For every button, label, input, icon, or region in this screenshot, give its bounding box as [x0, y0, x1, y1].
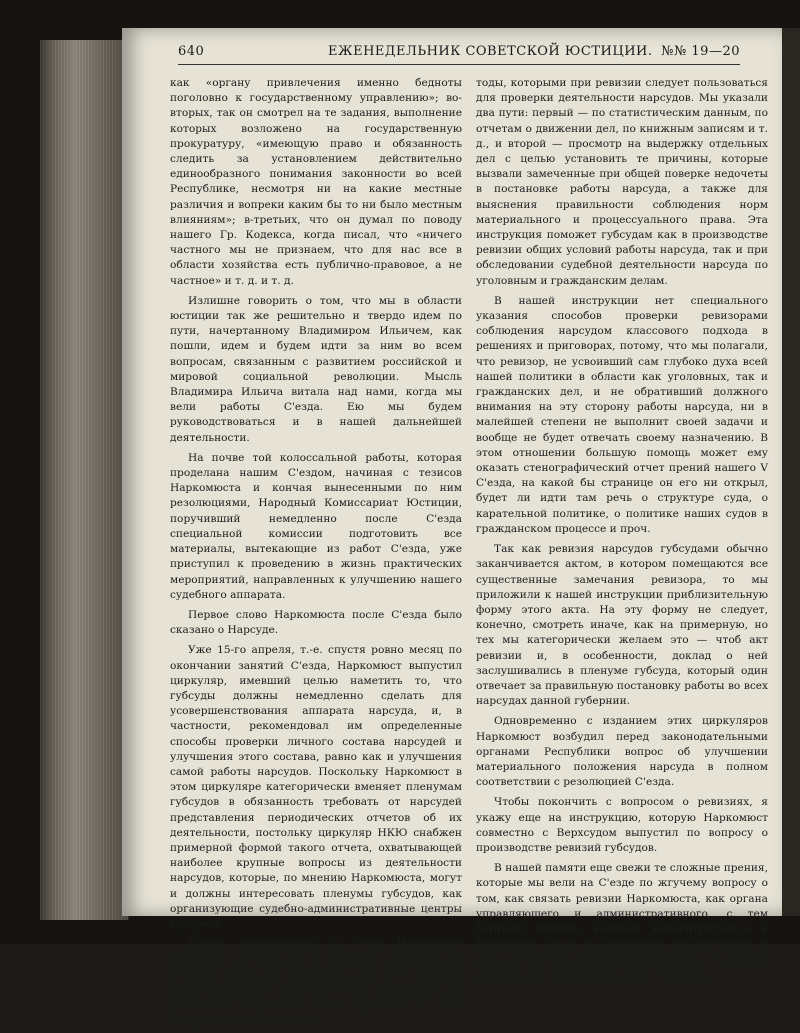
page-right-edge: [782, 28, 800, 916]
paragraph: На почве той колоссальной работы, которая проделана нашим С'ездом, начиная с тезисов Наркомюста и кончая вынесенными по ним резолюциями, Народный Комиссариат Юстиции, поручивший немедленно после С'езда специальной комиссии подготовить все материалы, вытекающие из работ С'езда, уже приступил к проведению в жизнь практических мероприятий, направленных к улучшению нашего судебного аппарата.: [170, 451, 462, 601]
paragraph: тоды, которыми при ревизии следует пользоваться для проверки деятельности нарсудов. Мы указали два пути: первый — по статистическим данным, по отчетам о движении дел, по книжным записям и т. д., и второй — просмотр на выдержку отдельных дел с целью установить те причины, которые вызвали замеченные при общей поверке недочеты в постановке работы нарсуда, а также для выяснения правильности соблюдения норм материального и процессуального права. Эта инструкция поможет губсудам как в производстве ревизии общих условий работы нарсуда, так и при обследовании судебной деятельности нарсуда по уголовным и гражданским делам.: [476, 77, 768, 287]
issue-number: №№ 19—20: [661, 44, 740, 59]
book-page: [122, 28, 782, 1027]
paragraph: В нашей инструкции нет специального указания способов проверки ревизорами соблюдения нарсудом классового подхода в решениях и приговорах, потому, что мы полагали, что ревизор, не усвоивший сам глубоко духа всей нашей политики в области как уголовных, так и гражданских дел, и не обративший должного внимания на эту сторону работы нарсуда, ни в малейшей степени не выполнит своей задачи и вообще не будет отвечать своему назначению. В этом отношении большую помощь может ему оказать стенографический отчет прений нашего V С'езда, на какой бы странице он его ни открыл, будет ли идти там речь о структуре суда, о карательной политике, о политике наших судов в гражданском процессе и проч.: [476, 294, 768, 535]
paragraph: Чтобы покончить с вопросом о ревизиях, я укажу еще на инструкцию, которую Наркомюст совместно с Верхсудом выпустил по вопросу о производстве ревизий губсудов.: [476, 796, 768, 854]
right-column: [476, 76, 768, 988]
paragraph: Первое слово Наркомюста после С'езда было сказано о Нарсуде.: [170, 608, 462, 637]
paragraph: Одновременно с изданием этих циркуляров Наркомюст возбудил перед законодательными органами Республики вопрос об улучшении материального положения нарсуда в полном соответствии с резолюцией С'езда.: [476, 715, 768, 789]
paragraph: Уже 15-го апреля, т.-е. спустя ровно месяц по окончании занятий С'езда, Наркомюст выпустил циркуляр, имевший целью наметить то, что губсуды должны немедленно сделать для усовершенствования аппарата нарсуда, и, в частности, рекомендовал им определенные способы проверки личного состава нарсудей и улучшения этого состава, равно как и улучшения самой работы нарсудов. Поскольку Наркомюст в этом циркуляре категорически вменяет пленумам губсудов в обязанность требовать от нарсудей представления периодических отчетов об их деятельности, постольку циркуляр НКЮ снабжен примерной формой такого отчета, охватывающей наиболее крупные вопросы из деятельности нарсудов, которые, по мнению Наркомюста, могут и должны интересовать пленумы губсудов, как организующие судебно-административные центры губернии.: [170, 644, 462, 930]
paragraph: как «органу привлечения именно бедноты поголовно к государственному управлению»; во-вторых, так он смотрел на те задания, выполнение которых возложено на государственную прокуратуру, «имеющую право и обязанность следить за установлением действительно единообразного понимания законности во всей Республике, несмотря ни на какие местные различия и вопреки каким бы то ни было местным влияниям»; в-третьих, что он думал по поводу нашего Гр. Кодекса, когда писал, что «ничего частного мы не признаем, что для нас все в области хозяйства есть публично-правовое, а не частное» и т. д. и т. д.: [170, 77, 462, 287]
journal-title: ЕЖЕНЕДЕЛЬНИК СОВЕТСКОЙ ЮСТИЦИИ.: [328, 44, 653, 59]
paragraph: Почти одновременно с этим Наркомюст выпустил инструкцию о порядке производства ревизий нарсудов губсудами. Мы все помним, какое громадное значение С'езд придавал этим ревизиям. Наркомюст счел нужным в этой инструкции указать те ме-: [170, 938, 462, 1027]
running-header: [178, 44, 740, 65]
left-column: [170, 76, 462, 1033]
paragraph: В нашей памяти еще свежи те сложные прения, которые мы вели на С'езде по жгучему вопросу о том, как связать ревизии Наркомюста, как органа управляющего и административного, с тем богатым опытом, который концентрируется в Верховном Суде на основании рассмотрения в порядке кассационного обжалования и в порядке надзора приговоров и решений губсудов.: [476, 862, 768, 981]
spine-page-edges: [40, 40, 128, 920]
paragraph: Так как ревизия нарсудов губсудами обычно заканчивается актом, в котором помещаются все существенные замечания ревизора, то мы приложили к нашей инструкции приблизительную форму этого акта. На эту форму не следует, конечно, смотреть иначе, как на примерную, но тех мы категорически желаем это — чтоб акт ревизии и, в особенности, доклад о ней заслушивались в пленуме губсуда, который один отвечает за правильную постановку работы во всех нарсудах данной губернии.: [476, 543, 768, 708]
page-number: 640: [178, 44, 205, 59]
paragraph: Излишне говорить о том, что мы в области юстиции так же решительно и твердо идем по пути, начертанному Владимиром Ильичем, как пошли, идем и будем идти за ним во всем вопросам, связанным с развитием российской и мировой социальной революции. Мысль Владимира Ильича витала над нами, когда мы вели работы С'езда. Ею мы будем руководствоваться и в нашей дальнейшей деятельности.: [170, 294, 462, 444]
book-spine: [40, 40, 129, 920]
